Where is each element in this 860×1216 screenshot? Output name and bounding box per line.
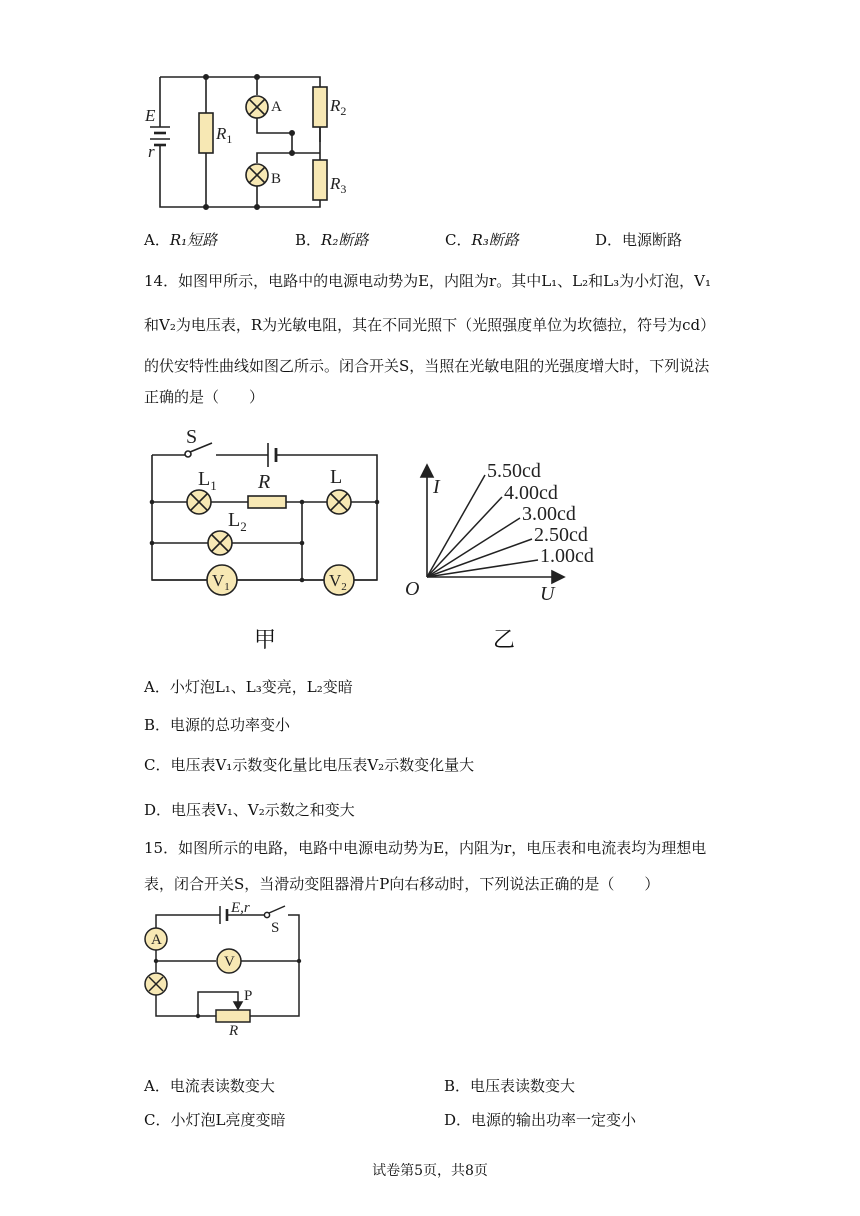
ammeter-A-label: A: [151, 932, 162, 948]
lamp-L2-label: $L_2$: [228, 509, 247, 534]
switch-S-label: S: [271, 920, 280, 936]
iv-curve-line: [427, 560, 538, 577]
q14-option-d[interactable]: D．电压表V₁、V₂示数之和变大: [144, 801, 355, 819]
q13-option-a[interactable]: A．R₁短路: [144, 231, 218, 249]
q15-line2: 表，闭合开关S，当滑动变阻器滑片P向右移动时，下列说法正确的是（ ）: [144, 875, 660, 893]
lamp-B-label: B: [271, 171, 282, 187]
q14-circuit-jia: [140, 425, 390, 600]
q13-option-d[interactable]: D．电源断路: [595, 231, 683, 249]
rheostat-R-label: R: [229, 1023, 239, 1038]
q15-option-a[interactable]: A．电流表读数变大: [144, 1077, 275, 1095]
graph-origin-label: O: [405, 578, 420, 600]
iv-curve-label: 4.00cd: [504, 482, 558, 504]
iv-curve-label: 5.50cd: [487, 460, 541, 482]
q15-option-d[interactable]: D．电源的输出功率一定变小: [444, 1111, 637, 1129]
q14-line1: 14．如图甲所示，电路中的电源电动势为E，内阻为r。其中L₁、L₂和L₃为小灯泡，V₁: [144, 272, 711, 290]
page-footer: 试卷第5页，共8页: [372, 1163, 488, 1179]
graph-y-label: I: [433, 476, 440, 498]
slider-P-label: P: [244, 988, 253, 1004]
voltmeter-V1-label: $V_1$: [212, 571, 230, 593]
q14-option-a[interactable]: A．小灯泡L₁、L₃变亮，L₂变暗: [144, 678, 353, 696]
label-R1: $R_1$: [216, 124, 233, 146]
label-R2: $R_2$: [330, 96, 347, 118]
resistor-R-label: R: [258, 471, 271, 493]
label-r: r: [148, 142, 155, 161]
label-E: E: [145, 106, 156, 125]
lamp-L1-label: $L_1$: [198, 468, 217, 493]
battery-Er-label: E,r: [231, 900, 250, 916]
iv-curve-label: 1.00cd: [540, 545, 594, 567]
q14-line3: 的伏安特性曲线如图乙所示。闭合开关S，当照在光敏电阻的光强度增大时，下列说法: [144, 357, 710, 375]
q13-option-c[interactable]: C．R₃断路: [445, 231, 519, 249]
graph-x-label: U: [540, 583, 555, 605]
q13-circuit-figure: [140, 65, 360, 215]
q14-line2: 和V₂为电压表，R为光敏电阻，其在不同光照下（光照强度单位为坎德拉，符号为cd）: [144, 316, 716, 334]
q14-option-b[interactable]: B．电源的总功率变小: [144, 716, 291, 734]
lamp-A-label: A: [271, 99, 282, 115]
fig-jia-label: 甲: [254, 628, 277, 653]
iv-curve-line: [427, 539, 532, 577]
label-R3: $R_3$: [330, 174, 347, 196]
q13-option-b[interactable]: B．R₂断路: [295, 231, 369, 249]
q15-option-b[interactable]: B．电压表读数变大: [444, 1077, 576, 1095]
q14-line4: 正确的是（ ）: [144, 388, 265, 406]
voltmeter-V-label: V: [224, 954, 235, 970]
q14-iv-graph-yi: [400, 455, 620, 605]
fig-yi-label: 乙: [493, 628, 516, 653]
q14-option-c[interactable]: C．电压表V₁示数变化量比电压表V₂示数变化量大: [144, 756, 475, 774]
lamp-L-label: L: [330, 466, 343, 488]
q15-circuit-figure: [140, 898, 315, 1038]
iv-curve-label: 2.50cd: [534, 524, 588, 546]
switch-S-label: S: [186, 426, 198, 448]
iv-curve-label: 3.00cd: [522, 503, 576, 525]
q15-line1: 15．如图所示的电路，电路中电源电动势为E，内阻为r，电压表和电流表均为理想电: [144, 839, 707, 857]
q15-option-c[interactable]: C．小灯泡L亮度变暗: [144, 1111, 286, 1129]
voltmeter-V2-label: $V_2$: [329, 571, 347, 593]
